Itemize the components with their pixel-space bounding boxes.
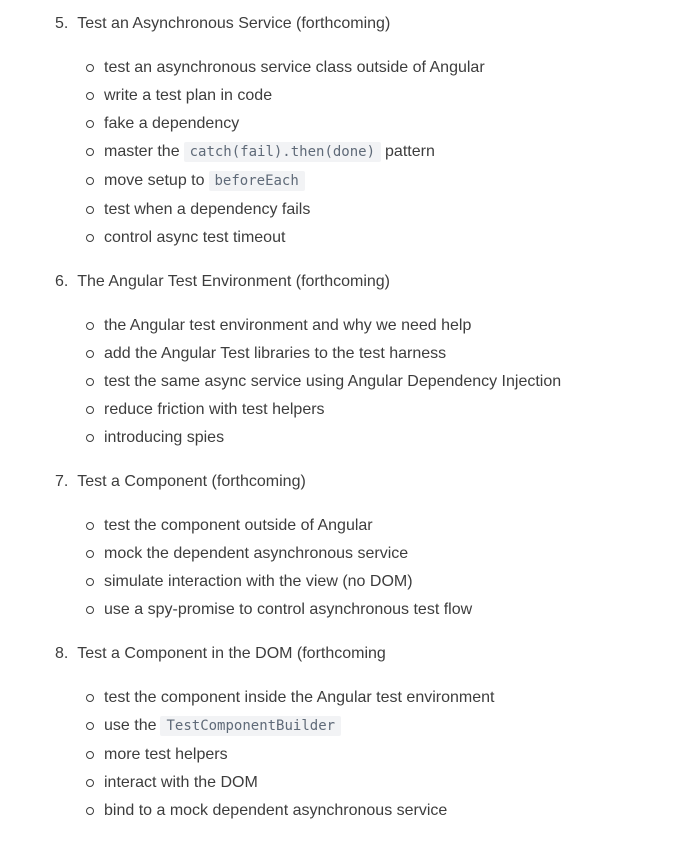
hollow-bullet-icon (86, 434, 94, 442)
list-item-text: control async test timeout (104, 229, 286, 246)
hollow-bullet-icon (86, 606, 94, 614)
list-item-text: reduce friction with test helpers (104, 401, 325, 418)
section-heading: Test an Asynchronous Service (forthcoming) (77, 15, 391, 32)
hollow-bullet-icon (86, 751, 94, 759)
inline-code: beforeEach (209, 171, 305, 191)
list-item (104, 741, 674, 769)
inline-code: TestComponentBuilder (160, 716, 341, 736)
list-item-text: test the component outside of Angular (104, 517, 373, 534)
list-item-text-before: use the (104, 717, 157, 734)
list-item-text: bind to a mock dependent asynchronous service (104, 802, 448, 819)
document-body (0, 10, 674, 825)
list-item (104, 196, 674, 224)
list-item-text: add the Angular Test libraries to the test harness (104, 345, 447, 362)
inline-code: catch(fail).then(done) (184, 142, 381, 162)
section-5-list (0, 54, 674, 252)
list-item (104, 167, 674, 196)
section-number: 8. (55, 645, 73, 662)
hollow-bullet-icon (86, 578, 94, 586)
section-number: 5. (55, 15, 73, 32)
list-item-text: the Angular test environment and why we need help (104, 317, 472, 334)
section-title (55, 10, 674, 38)
list-item (104, 769, 674, 797)
list-item (104, 568, 674, 596)
list-item-text-after: pattern (385, 143, 435, 160)
list-item (104, 340, 674, 368)
section-7 (0, 468, 674, 640)
section-number: 6. (55, 273, 73, 290)
hollow-bullet-icon (86, 807, 94, 815)
list-item (104, 82, 674, 110)
section-title (55, 640, 674, 668)
list-item-text: fake a dependency (104, 115, 240, 132)
hollow-bullet-icon (86, 550, 94, 558)
hollow-bullet-icon (86, 378, 94, 386)
hollow-bullet-icon (86, 722, 94, 730)
hollow-bullet-icon (86, 120, 94, 128)
list-item-text: introducing spies (104, 429, 225, 446)
list-item-text: write a test plan in code (104, 87, 273, 104)
list-item (104, 424, 674, 452)
section-heading: The Angular Test Environment (forthcoming) (77, 273, 390, 290)
list-item-text-before: master the (104, 143, 180, 160)
hollow-bullet-icon (86, 350, 94, 358)
list-item (104, 596, 674, 624)
list-item (104, 396, 674, 424)
list-item-text: mock the dependent asynchronous service (104, 545, 409, 562)
list-item-text: test the same async service using Angular Dependency Injection (104, 373, 562, 390)
section-8-list (0, 684, 674, 825)
list-item-text: simulate interaction with the view (no DOM) (104, 573, 413, 590)
list-item-text: test an asynchronous service class outside of Angular (104, 59, 485, 76)
section-5 (0, 10, 674, 268)
section-6 (0, 268, 674, 468)
list-item-text: use a spy-promise to control asynchronous test flow (104, 601, 473, 618)
section-title (55, 268, 674, 296)
list-item (104, 138, 674, 167)
section-8 (0, 640, 674, 825)
list-item-text-before: move setup to (104, 172, 205, 189)
list-item (104, 540, 674, 568)
list-item (104, 797, 674, 825)
section-title (55, 468, 674, 496)
hollow-bullet-icon (86, 322, 94, 330)
hollow-bullet-icon (86, 206, 94, 214)
hollow-bullet-icon (86, 234, 94, 242)
section-heading: Test a Component (forthcoming) (77, 473, 306, 490)
list-item (104, 54, 674, 82)
hollow-bullet-icon (86, 779, 94, 787)
list-item (104, 512, 674, 540)
list-item-text: test when a dependency fails (104, 201, 311, 218)
list-item-text: more test helpers (104, 746, 228, 763)
list-item-text: interact with the DOM (104, 774, 258, 791)
hollow-bullet-icon (86, 406, 94, 414)
section-heading: Test a Component in the DOM (forthcoming (77, 645, 386, 662)
list-item (104, 684, 674, 712)
hollow-bullet-icon (86, 694, 94, 702)
hollow-bullet-icon (86, 148, 94, 156)
list-item (104, 312, 674, 340)
hollow-bullet-icon (86, 92, 94, 100)
list-item (104, 368, 674, 396)
list-item (104, 110, 674, 138)
list-item-text: test the component inside the Angular test environment (104, 689, 495, 706)
section-7-list (0, 512, 674, 624)
hollow-bullet-icon (86, 522, 94, 530)
list-item (104, 712, 674, 741)
hollow-bullet-icon (86, 64, 94, 72)
list-item (104, 224, 674, 252)
section-number: 7. (55, 473, 73, 490)
hollow-bullet-icon (86, 177, 94, 185)
section-6-list (0, 312, 674, 452)
